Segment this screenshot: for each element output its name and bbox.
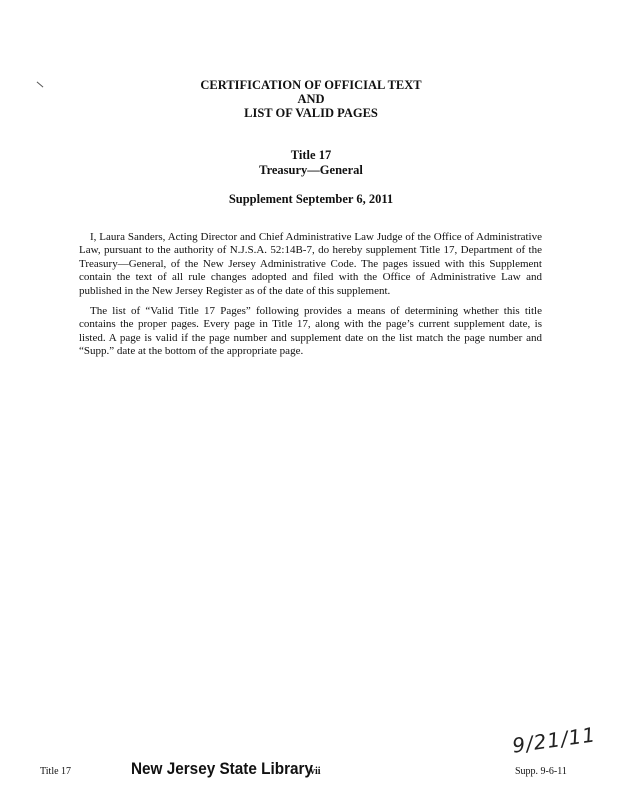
paragraph-valid-pages: The list of “Valid Title 17 Pages” following provides a means of determining whether this title contains the proper pages. Every page in Title 17, along with the page’s current supplement date, is listed. A page is valid if the page number and supplement date on the list match the page number and “Supp.” date at the bottom of the appropriate page. <box>79 305 542 358</box>
title-block <box>0 148 622 178</box>
supplement-date: Supplement September 6, 2011 <box>228 192 394 206</box>
header-line-3: LIST OF VALID PAGES <box>244 106 378 120</box>
handwritten-date: 9/21/11 <box>510 722 598 758</box>
title-name: Treasury—General <box>259 163 363 177</box>
footer-supplement: Supp. 9-6-11 <box>515 766 567 777</box>
paragraph-certification: I, Laura Sanders, Acting Director and Chief Administrative Law Judge of the Office of Administrative Law, pursuant to the authority of N.J.S.A. 52:14B-7, do hereby supplement Title 17, Department of the Treasury—General, of the New Jersey Administrative Code. The pages issued with this Supplement contain the text of all rule changes adopted and filed with the Office of Administrative Law and published in the New Jersey Register as of the date of this supplement. <box>79 231 542 297</box>
header-line-2: AND <box>297 92 325 106</box>
header-line-1: CERTIFICATION OF OFFICIAL TEXT <box>200 78 422 92</box>
footer-title: Title 17 <box>40 766 72 777</box>
library-stamp: New Jersey State Library <box>131 759 313 778</box>
page-number: vii <box>310 766 321 777</box>
body-text <box>79 231 542 366</box>
certification-header <box>0 78 622 120</box>
title-number: Title 17 <box>290 148 332 162</box>
